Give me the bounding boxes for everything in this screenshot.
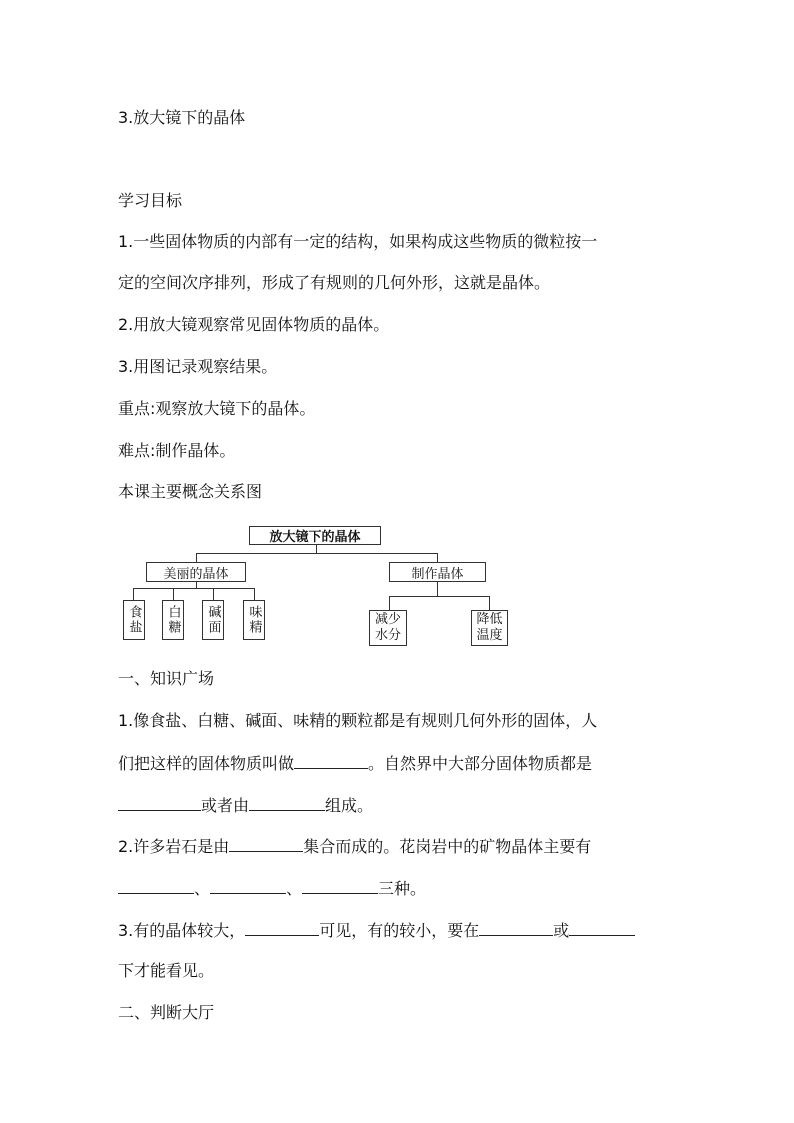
concept-leaf-lower-temp-line1: 降低 bbox=[476, 612, 503, 627]
concept-leaf-soda: 碱面 bbox=[202, 600, 224, 640]
blank-field[interactable] bbox=[118, 795, 201, 811]
difficulty: 难点:制作晶体。 bbox=[118, 441, 236, 460]
blank-field[interactable] bbox=[229, 836, 303, 852]
title: 3.放大镜下的晶体 bbox=[118, 108, 246, 127]
connector bbox=[133, 588, 134, 600]
concept-root-box: 放大镜下的晶体 bbox=[249, 526, 381, 545]
blank-field[interactable] bbox=[479, 920, 553, 936]
question-text: 三种。 bbox=[378, 879, 427, 898]
concept-leaf-reduce-water bbox=[369, 610, 407, 646]
section2-heading: 二、判断大厅 bbox=[118, 1003, 215, 1022]
connector bbox=[437, 581, 438, 597]
objectives-heading: 学习目标 bbox=[118, 191, 183, 210]
key-point: 重点:观察放大镜下的晶体。 bbox=[118, 399, 316, 418]
blank-field[interactable] bbox=[302, 878, 378, 894]
concept-right-box: 制作晶体 bbox=[389, 562, 486, 582]
question-text: 们把这样的固体物质叫做 bbox=[118, 754, 295, 773]
blank-field[interactable] bbox=[245, 920, 319, 936]
blank-field[interactable] bbox=[118, 878, 194, 894]
question-3-line-2: 下才能看见。 bbox=[118, 961, 215, 980]
question-1-line-3 bbox=[118, 795, 373, 816]
concept-leaf-reduce-water-line2: 水分 bbox=[374, 628, 401, 643]
question-text: 或 bbox=[553, 921, 570, 940]
objective-3: 3.用图记录观察结果。 bbox=[118, 357, 278, 376]
question-text: 。自然界中大部分固体物质都是 bbox=[368, 754, 593, 773]
question-2-line-1 bbox=[118, 836, 591, 857]
concept-leaf-lower-temp-line2: 温度 bbox=[476, 628, 503, 643]
blank-field[interactable] bbox=[249, 795, 325, 811]
separator: 、 bbox=[286, 879, 303, 898]
question-text: 或者由 bbox=[201, 796, 250, 815]
connector bbox=[437, 553, 438, 562]
concept-map-heading: 本课主要概念关系图 bbox=[118, 482, 263, 501]
separator: 、 bbox=[194, 879, 211, 898]
question-1-line-1: 1.像食盐、白糖、碱面、味精的颗粒都是有规则几何外形的固体，人 bbox=[118, 711, 598, 730]
objective-1-line-2: 定的空间次序排列，形成了有规则的几何外形，这就是晶体。 bbox=[118, 273, 551, 292]
concept-leaf-sugar: 白糖 bbox=[162, 600, 184, 640]
connector bbox=[213, 588, 214, 600]
concept-leaf-msg: 味精 bbox=[243, 600, 265, 640]
blank-field[interactable] bbox=[294, 753, 368, 769]
connector bbox=[133, 588, 255, 589]
question-2-line-2 bbox=[118, 878, 426, 899]
concept-leaf-salt: 食盐 bbox=[123, 600, 145, 640]
connector bbox=[173, 588, 174, 600]
objective-1-line-1: 1.一些固体物质的内部有一定的结构，如果构成这些物质的微粒按一 bbox=[118, 232, 598, 251]
objective-2: 2.用放大镜观察常见固体物质的晶体。 bbox=[118, 315, 390, 334]
question-3-line-1 bbox=[118, 920, 635, 941]
concept-leaf-lower-temp bbox=[471, 610, 508, 646]
connector bbox=[254, 588, 255, 600]
connector bbox=[389, 596, 489, 597]
connector bbox=[389, 596, 390, 610]
question-text: 2.许多岩石是由 bbox=[118, 837, 230, 856]
blank-field[interactable] bbox=[569, 920, 635, 936]
question-text: 3.有的晶体较大， bbox=[118, 921, 246, 940]
question-text: 可见，有的较小，要在 bbox=[319, 921, 480, 940]
concept-left-box: 美丽的晶体 bbox=[146, 562, 246, 582]
question-text: 组成。 bbox=[325, 796, 374, 815]
connector bbox=[489, 596, 490, 610]
connector bbox=[196, 553, 197, 562]
question-1-line-2 bbox=[118, 753, 592, 774]
question-text: 集合而成的。花岗岩中的矿物晶体主要有 bbox=[303, 837, 592, 856]
connector bbox=[196, 553, 437, 554]
blank-field[interactable] bbox=[210, 878, 286, 894]
section1-heading: 一、知识广场 bbox=[118, 669, 215, 688]
concept-leaf-reduce-water-line1: 减少 bbox=[374, 612, 401, 627]
